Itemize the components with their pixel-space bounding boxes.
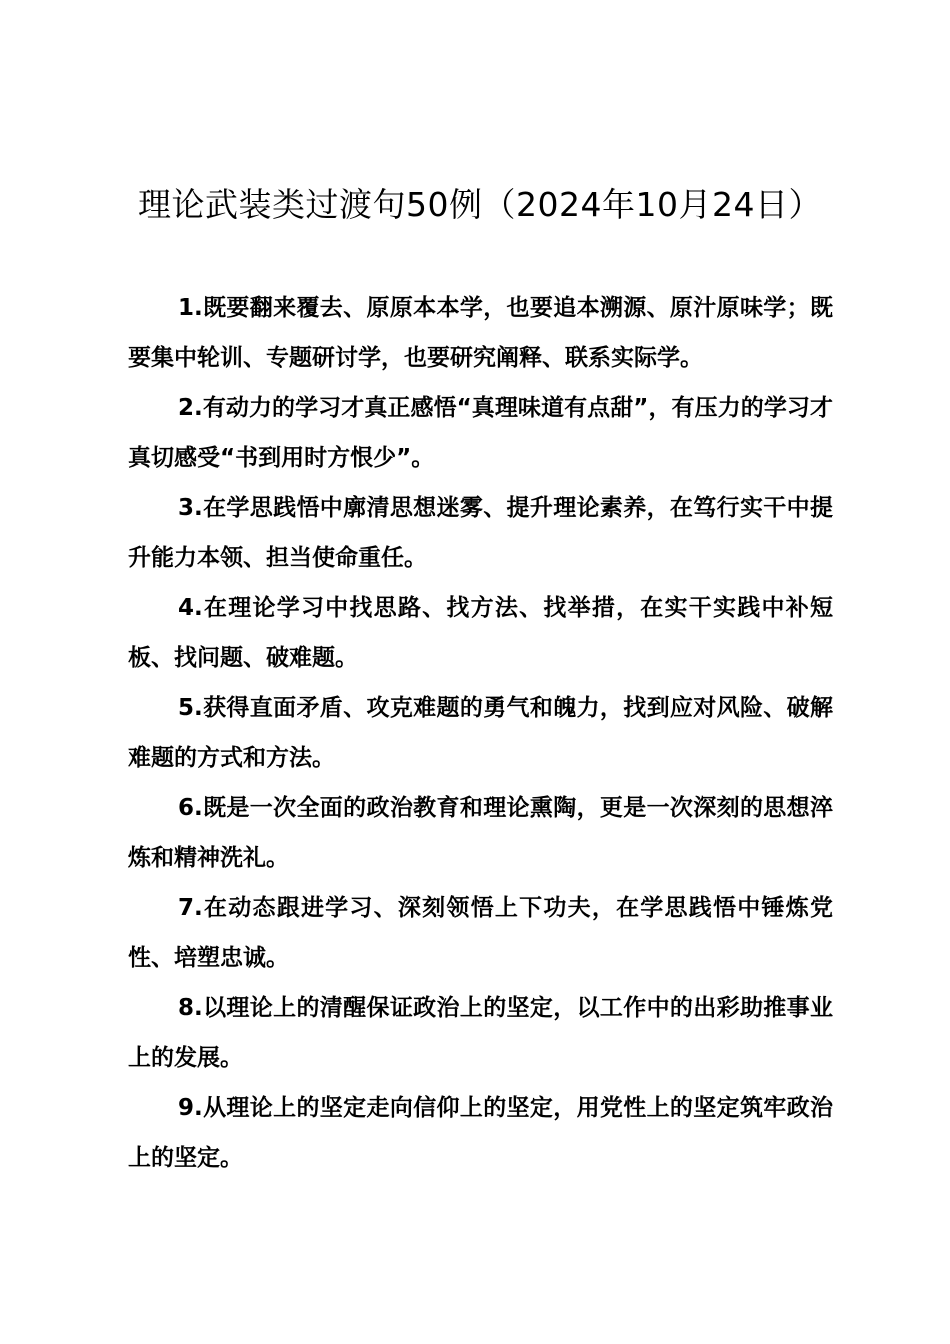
list-item: 8.以理论上的清醒保证政治上的坚定，以工作中的出彩助推事业上的发展。 (128, 995, 833, 1071)
list-item: 6.既是一次全面的政治教育和理论熏陶，更是一次深刻的思想淬炼和精神洗礼。 (128, 795, 833, 871)
list-item: 4.在理论学习中找思路、找方法、找举措，在实干实践中补短板、找问题、破难题。 (128, 595, 833, 671)
list-item: 5.获得直面矛盾、攻克难题的勇气和魄力，找到应对风险、破解难题的方式和方法。 (128, 695, 833, 771)
document-title: 理论武装类过渡句50例（2024年10月24日） (138, 185, 822, 224)
list-item: 7.在动态跟进学习、深刻领悟上下功夫，在学思践悟中锤炼党性、培塑忠诚。 (128, 895, 833, 971)
list-item: 2.有动力的学习才真正感悟“真理味道有点甜”，有压力的学习才真切感受“书到用时方恨少”。 (128, 395, 833, 471)
list-item: 3.在学思践悟中廓清思想迷雾、提升理论素养，在笃行实干中提升能力本领、担当使命重任。 (128, 495, 833, 571)
list-item: 9.从理论上的坚定走向信仰上的坚定，用党性上的坚定筑牢政治上的坚定。 (128, 1095, 833, 1171)
list-item: 1.既要翻来覆去、原原本本学，也要追本溯源、原汁原味学；既要集中轮训、专题研讨学，也要研究阐释、联系实际学。 (128, 295, 833, 371)
document-body (128, 283, 833, 1183)
